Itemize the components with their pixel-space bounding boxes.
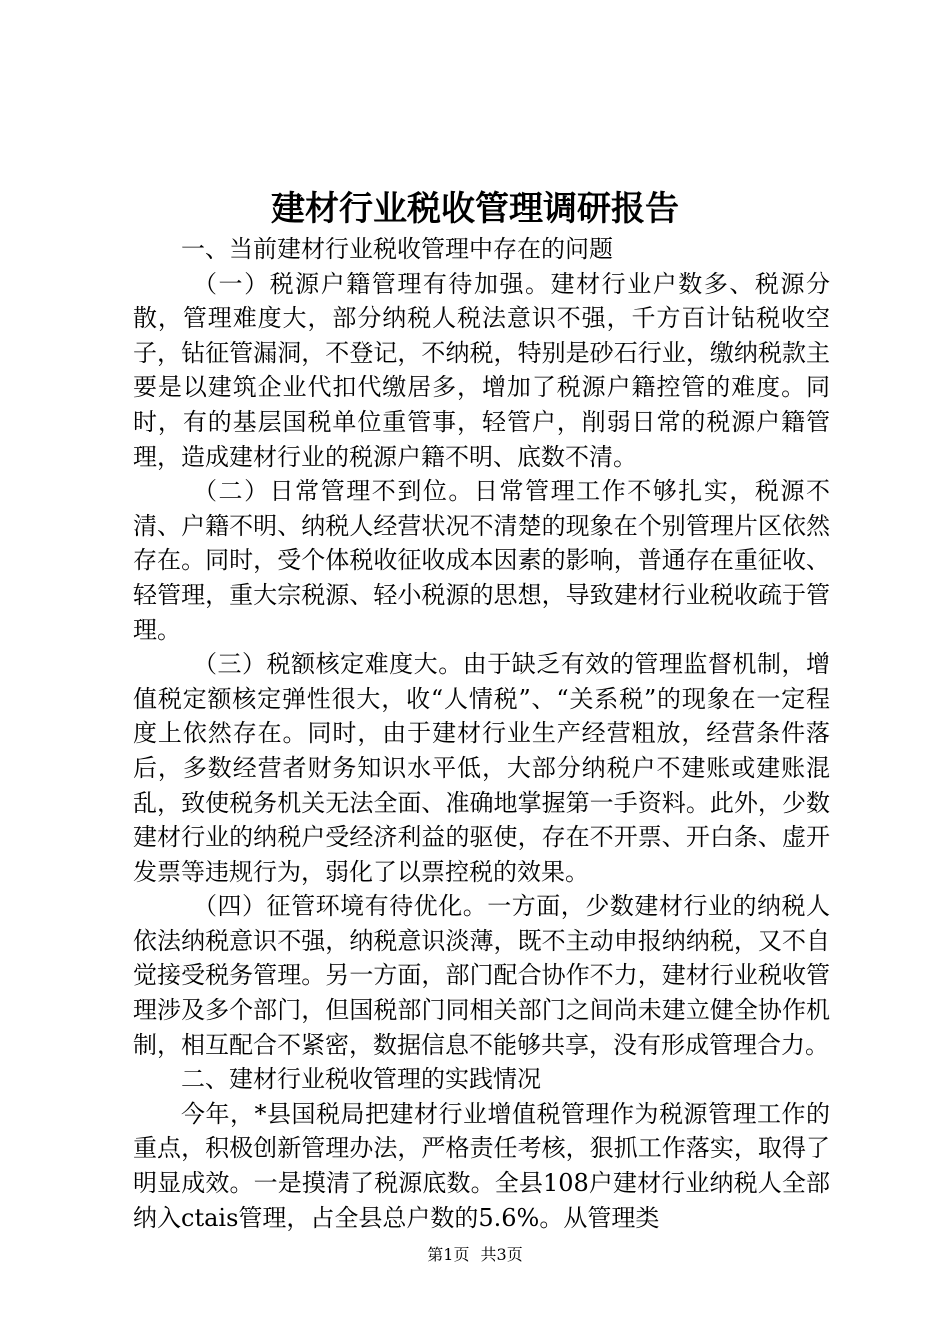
document-body xyxy=(133,232,830,1235)
page-number: 第1页 xyxy=(427,1245,470,1264)
paragraph-2: （二）日常管理不到位。日常管理工作不够扎实，税源不清、户籍不明、纳税人经营状况不清楚的现象在个别管理片区依然存在。同时，受个体税收征收成本因素的影响，普通存在重征收、轻管理，重大宗税源、轻小税源的思想，导致建材行业税收疏于管理。 xyxy=(133,477,830,644)
section-heading-2: 二、建材行业税收管理的实践情况 xyxy=(181,1065,541,1094)
page-footer xyxy=(0,1244,950,1266)
document-title: 建材行业税收管理调研报告 xyxy=(271,189,679,229)
paragraph-4: （四）征管环境有待优化。一方面，少数建材行业的纳税人依法纳税意识不强，纳税意识淡薄，既不主动申报纳纳税，又不自觉接受税务管理。另一方面，部门配合协作不力，建材行业税收管理涉及多个部门，但国税部门同相关部门之间尚未建立健全协作机制，相互配合不紧密，数据信息不能够共享，没有形成管理合力。 xyxy=(133,892,830,1059)
page-total: 共3页 xyxy=(480,1245,523,1264)
paragraph-1: （一）税源户籍管理有待加强。建材行业户数多、税源分散，管理难度大，部分纳税人税法意识不强，千方百计钻税收空子，钻征管漏洞，不登记，不纳税，特别是砂石行业，缴纳税款主要是以建筑企业代扣代缴居多，增加了税源户籍控管的难度。同时，有的基层国税单位重管事，轻管户，削弱日常的税源户籍管理，造成建材行业的税源户籍不明、底数不清。 xyxy=(133,269,830,471)
paragraph-3: （三）税额核定难度大。由于缺乏有效的管理监督机制，增值税定额核定弹性很大，收“人情税”、“关系税”的现象在一定程度上依然存在。同时，由于建材行业生产经营粗放，经营条件落后，多数经营者财务知识水平低，大部分纳税户不建账或建账混乱，致使税务机关无法全面、准确地掌握第一手资料。此外，少数建材行业的纳税户受经济利益的驱使，存在不开票、开白条、虚开发票等违规行为，弱化了以票控税的效果。 xyxy=(133,650,830,886)
section-heading-1: 一、当前建材行业税收管理中存在的问题 xyxy=(181,235,613,263)
paragraph-5: 今年，*县国税局把建材行业增值税管理作为税源管理工作的重点，积极创新管理办法，严格责任考核，狠抓工作落实，取得了明显成效。一是摸清了税源底数。全县108户建材行业纳税人全部纳入ctais管理，占全县总户数的5.6%。从管理类 xyxy=(133,1099,830,1232)
